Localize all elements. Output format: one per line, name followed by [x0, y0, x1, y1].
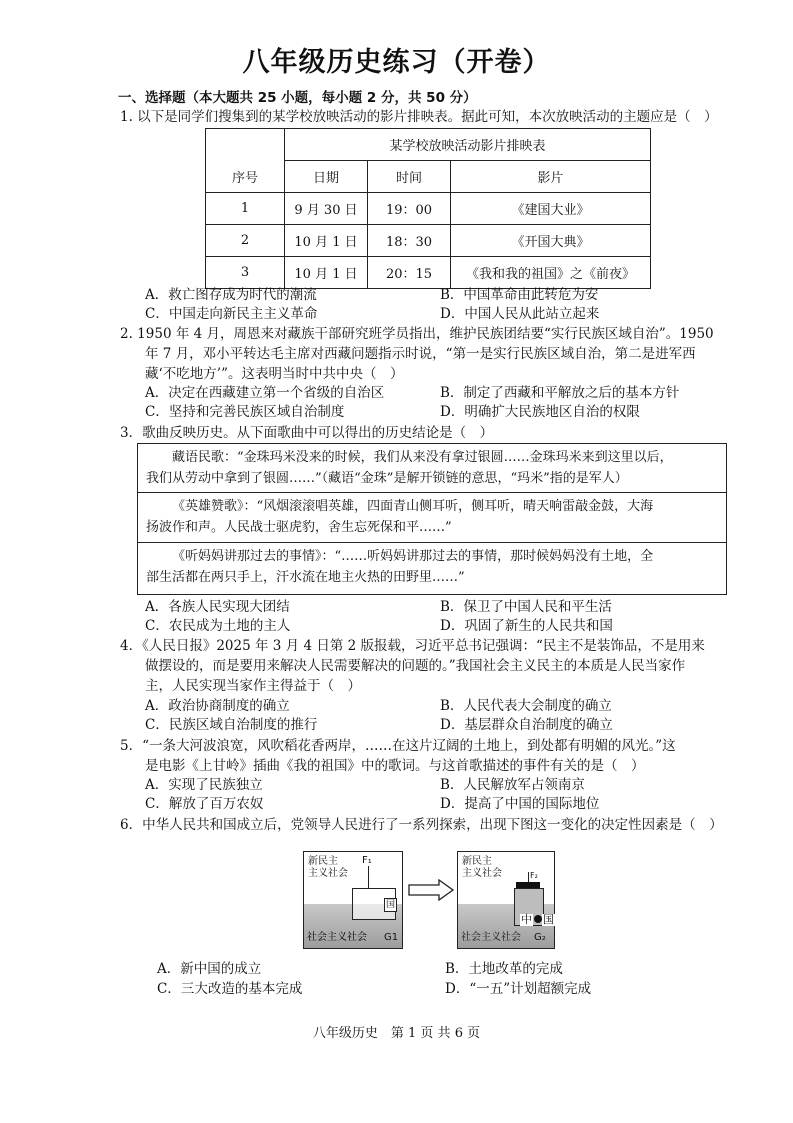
- gravity-label: G₂: [534, 932, 546, 943]
- q2-stem-line: 2. 1950 年 4 月，周恩来对藏族干部研究班学员指出，维护民族团结要“实行民族区域自治”。1950: [120, 326, 714, 342]
- force-label: F₂: [530, 871, 538, 880]
- diagram-left-panel: [303, 851, 403, 949]
- table-cell: 《我和我的祖国》之《前夜》: [451, 257, 651, 289]
- block-right-label: 国: [543, 913, 554, 926]
- table-cell: 《建国大业》: [451, 193, 651, 225]
- q2-option-b: B．制定了西藏和平解放之后的基本方针: [440, 385, 680, 401]
- table-row: [206, 225, 651, 257]
- table-header: 日期: [285, 161, 368, 193]
- q2-option-c: C．坚持和完善民族区域自治制度: [145, 404, 345, 420]
- q4-option-d: D．基层群众自治制度的确立: [440, 717, 613, 733]
- q5-option-b: B．人民解放军占领南京: [440, 777, 585, 793]
- table-title: 某学校放映活动影片排映表: [285, 129, 651, 161]
- song-text: 《英雄赞歌》：“风烟滚滚唱英雄，四面青山侧耳听，侧耳听，晴天响雷敲金鼓，大海: [172, 499, 654, 514]
- force-arrow: [368, 866, 369, 888]
- gravity-label: G1: [384, 932, 399, 943]
- q1-stem: 1. 以下是同学们搜集到的某学校放映活动的影片排映表。据此可知，本次放映活动的主题应是（ ）: [120, 109, 718, 125]
- q4-option-c: C．民族区域自治制度的推行: [145, 717, 318, 733]
- diagram-bottom-label: 社会主义社会: [307, 932, 367, 943]
- force-label: F₁: [362, 855, 372, 866]
- q4-option-a: A．政治协商制度的确立: [145, 698, 290, 714]
- song-box-2: [137, 492, 727, 543]
- q2-stem-line: 藏‘不吃地方’”。这表明当时中共中央（ ）: [145, 366, 404, 382]
- q4-option-b: B．人民代表大会制度的确立: [440, 698, 612, 714]
- table-cell: 1: [206, 193, 285, 225]
- q4-stem-line: 做摆设的，而是要用来解决人民需要解决的问题的。”我国社会主义民主的本质是人民当家作: [145, 658, 686, 674]
- q4-stem-line: 4．《人民日报》2025 年 3 月 4 日第 2 版报载，习近平总书记强调：“民主不是装饰品，不是用来: [120, 638, 705, 654]
- q1-option-b: B．中国革命由此转危为安: [440, 287, 599, 303]
- block-left-label: 中: [521, 913, 532, 926]
- block-label: 国: [386, 900, 396, 910]
- exam-title: 八年级历史练习（开卷）: [242, 47, 551, 78]
- table-cell: 10 月 1 日: [285, 257, 368, 289]
- diagram-top-label: [308, 856, 348, 880]
- diagram-bottom-label: 社会主义社会: [461, 932, 521, 943]
- section-note: （本大题共 25 小题，每小题 2 分，共 50 分）: [185, 90, 477, 106]
- table-cell: 9 月 30 日: [285, 193, 368, 225]
- song-text: 我们从劳动中拿到了银圆……”（藏语“金珠”是解开锁链的意思，“玛米”指的是军人）: [146, 471, 628, 486]
- transition-arrow-icon: [407, 879, 455, 901]
- table-header: 序号: [206, 161, 285, 193]
- q6-option-d: D．“一五”计划超额完成: [445, 981, 592, 997]
- force-arrow: [528, 872, 529, 882]
- section-header: [118, 88, 477, 108]
- q1-option-d: D．中国人民从此站立起来: [440, 306, 600, 322]
- song-text: 《听妈妈讲那过去的事情》：“……听妈妈讲那过去的事情，那时候妈妈没有土地，全: [172, 549, 654, 564]
- song-box-3: [137, 542, 727, 595]
- q1-option-a: A．救亡图存成为时代的潮流: [145, 287, 317, 303]
- section-heading: 一、选择题: [118, 90, 186, 106]
- block-center-dot: [534, 915, 542, 923]
- table-header: 影片: [451, 161, 651, 193]
- table-row: [206, 257, 651, 289]
- q2-stem-line: 年 7 月，邓小平转达毛主席对西藏问题指示时说，“第一是实行民族区域自治，第二是进军西: [145, 346, 696, 362]
- q1-option-c: C．中国走向新民主主义革命: [145, 306, 318, 322]
- diagram-top-label-line: 新民主: [462, 856, 492, 867]
- diagram-right-panel: [457, 851, 555, 949]
- q2-option-d: D．明确扩大民族地区自治的权限: [440, 404, 640, 420]
- table-header: 时间: [368, 161, 451, 193]
- q6-option-b: B．土地改革的完成: [445, 961, 563, 977]
- song-box-1: [137, 443, 727, 493]
- q6-option-a: A．新中国的成立: [157, 961, 262, 977]
- song-text: 扬波作和声。人民战士驱虎豹，舍生忘死保和平……”: [146, 520, 452, 535]
- table-cell: 19：00: [368, 193, 451, 225]
- diagram-top-label-line: 主义社会: [308, 868, 348, 879]
- schedule-table: [205, 128, 651, 289]
- q5-stem-line: 是电影《上甘岭》插曲《我的祖国》中的歌词。与这首歌描述的事件有关的是（ ）: [145, 758, 645, 774]
- page-footer: 八年级历史 第 1 页 共 6 页: [312, 1026, 481, 1041]
- q3-stem: 3．歌曲反映历史。从下面歌曲中可以得出的历史结论是（ ）: [120, 425, 494, 441]
- table-cell: 10 月 1 日: [285, 225, 368, 257]
- table-cell: 18：30: [368, 225, 451, 257]
- table-cell: 《开国大典》: [451, 225, 651, 257]
- q4-stem-line: 主，人民实现当家作主得益于（ ）: [145, 678, 361, 694]
- table-cell: 2: [206, 225, 285, 257]
- q5-option-c: C．解放了百万农奴: [145, 796, 264, 812]
- table-cell: 3: [206, 257, 285, 289]
- q3-option-c: C．农民成为土地的主人: [145, 618, 291, 634]
- q6-stem: 6．中华人民共和国成立后，党领导人民进行了一系列探索，出现下图这一变化的决定性因素是（ ）: [120, 817, 723, 833]
- q3-option-d: D．巩固了新生的人民共和国: [440, 618, 613, 634]
- diagram-top-label-line: 新民主: [308, 856, 338, 867]
- q3-option-b: B．保卫了中国人民和平生活: [440, 599, 612, 615]
- table-title-blank: [206, 129, 285, 161]
- diagram-top-label: [462, 856, 502, 880]
- table-cell: 20：15: [368, 257, 451, 289]
- q6-option-c: C．三大改造的基本完成: [157, 981, 303, 997]
- q5-stem-line: 5．“一条大河波浪宽，风吹稻花香两岸，……在这片辽阔的土地上，到处都有明媚的风光。”这: [120, 738, 676, 754]
- table-row: [206, 193, 651, 225]
- q5-option-d: D．提高了中国的国际地位: [440, 796, 600, 812]
- song-text: 部生活都在两只手上，汗水流在地主火热的田野里……”: [146, 570, 465, 585]
- song-text: 藏语民歌：“金珠玛米没来的时候，我们从来没有拿过银圆……金珠玛米来到这里以后，: [172, 450, 673, 465]
- table-header-row: [206, 161, 651, 193]
- q3-option-a: A．各族人民实现大团结: [145, 599, 290, 615]
- q2-option-a: A．决定在西藏建立第一个省级的自治区: [145, 385, 385, 401]
- diagram-top-label-line: 主义社会: [462, 868, 502, 879]
- q5-option-a: A．实现了民族独立: [145, 777, 263, 793]
